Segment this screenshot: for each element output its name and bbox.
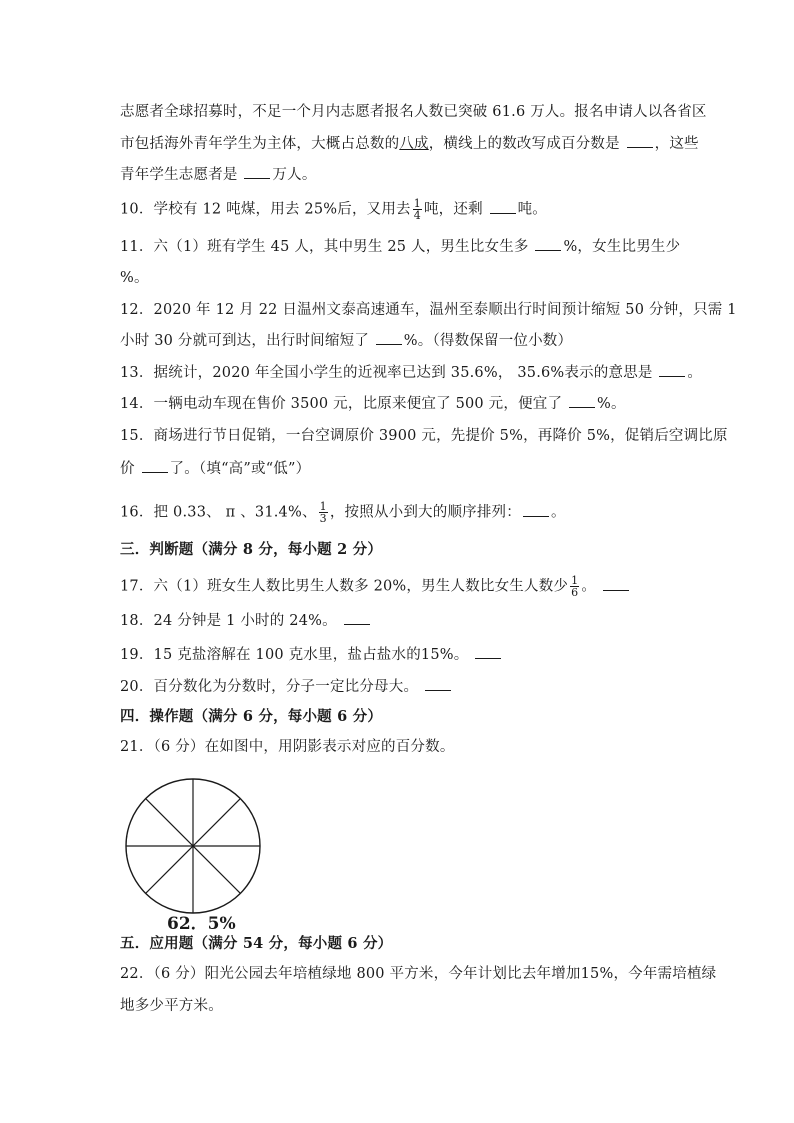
text: 价 [120,461,135,477]
question-12 [120,300,737,320]
text: 15．商场进行节日促销，一台空调原价 3900 元，先提价 5%，再降价 5%，促销后空调比原 [120,428,728,444]
text: 22．（6 分）阳光公园去年培植绿地 800 平方米，今年计划比去年增加15%，今年需培植绿 [120,966,717,982]
fraction-numerator: 1 [319,500,327,513]
text: 志愿者全球招募时，不足一个月内志愿者报名人数已突破 61.6 万人。报名申请人以各省区 [120,104,707,120]
text-line [120,165,317,185]
text: 14．一辆电动车现在售价 3500 元，比原来便宜了 500 元，便宜了 [120,396,563,412]
text: %。（得数保留一位小数） [403,333,573,349]
text-line [120,102,707,122]
text: 16．把 0.33、 π 、31.4%、 [120,504,317,521]
text: %。 [120,270,149,286]
text-line [120,996,223,1016]
answer-blank[interactable] [627,135,653,148]
fraction-denominator: 6 [571,586,579,599]
question-22 [120,964,716,984]
answer-blank[interactable] [490,201,516,214]
text: 20．百分数化为分数时，分子一定比分母大。 [120,679,419,695]
answer-blank[interactable] [603,578,629,591]
question-18 [120,611,372,631]
text: ，横线上的数改写成百分数是 [428,136,620,152]
section-heading [120,934,392,954]
text: 18．24 分钟是 1 小时的 24%。 [120,613,337,629]
fraction-denominator: 4 [413,209,421,222]
text: %。 [596,396,626,412]
text: 吨，还剩 [423,201,483,218]
text: 万人。 [272,167,317,183]
text: 青年学生志愿者是 [120,167,238,183]
question-20 [120,677,453,697]
text: %，女生比男生少 [563,239,681,255]
question-13 [120,363,702,383]
answer-blank[interactable] [569,395,595,408]
question-21 [120,737,455,757]
fraction-denominator: 3 [319,512,327,525]
circle-figure[interactable] [118,776,268,916]
question-16 [120,501,566,524]
text: ，这些 [654,136,699,152]
text-line [120,331,572,351]
question-17 [120,575,631,598]
section-heading [120,540,382,560]
text-line [120,459,310,479]
question-11 [120,237,680,257]
fraction [413,198,422,221]
text: 21．（6 分）在如图中，用阴影表示对应的百分数。 [120,739,455,755]
text: ，按照从小到大的顺序排列： [329,504,521,521]
figure-caption: 62．5% [167,914,236,934]
answer-blank[interactable] [659,364,685,377]
text: 。 [550,504,566,521]
fraction-numerator: 1 [571,574,579,587]
text-line [120,134,699,154]
text: 小时 30 分就可到达，出行时间缩短了 [120,333,369,349]
text: 三．判断题（满分 8 分，每小题 2 分） [120,541,383,558]
section-heading [120,707,382,727]
text: 。 [687,365,703,381]
question-10 [120,198,547,221]
fraction [319,501,328,524]
text: 12．2020 年 12 月 22 日温州文泰高速通车，温州至泰顺出行时间预计缩短 50 分钟，只需 1 [120,302,737,318]
text: 13．据统计，2020 年全国小学生的近视率已达到 35.6%， 35.6%表示的意思是 [120,365,653,381]
question-14 [120,394,626,414]
fraction-numerator: 1 [413,197,421,210]
answer-blank[interactable] [425,678,451,691]
divided-circle[interactable] [118,776,268,916]
answer-blank[interactable] [344,612,370,625]
answer-blank[interactable] [376,332,402,345]
text: 10．学校有 12 吨煤，用去 25%后，又用去 [120,201,411,218]
text: 四．操作题（满分 6 分，每小题 6 分） [120,708,383,725]
text: 。 [581,578,597,595]
text-line [120,268,149,288]
answer-blank[interactable] [523,504,549,517]
text: 市包括海外青年学生为主体，大概占总数的 [120,136,400,152]
text: 了。（填“高”或“低”） [169,461,311,477]
text: 11．六（1）班有学生 45 人，其中男生 25 人，男生比女生多 [120,239,529,255]
answer-blank[interactable] [142,460,168,473]
underlined-text: 八成 [399,136,429,152]
answer-blank[interactable] [475,646,501,659]
question-15 [120,426,728,446]
question-19 [120,645,503,665]
fraction [570,575,579,598]
text: 19．15 克盐溶解在 100 克水里，盐占盐水的15%。 [120,647,469,663]
text: 吨。 [517,201,547,218]
answer-blank[interactable] [244,166,270,179]
text: 地多少平方米。 [120,998,223,1014]
answer-blank[interactable] [535,238,561,251]
text: 17．六（1）班女生人数比男生人数多 20%，男生人数比女生人数少 [120,578,569,595]
text: 五．应用题（满分 54 分，每小题 6 分） [120,935,393,952]
